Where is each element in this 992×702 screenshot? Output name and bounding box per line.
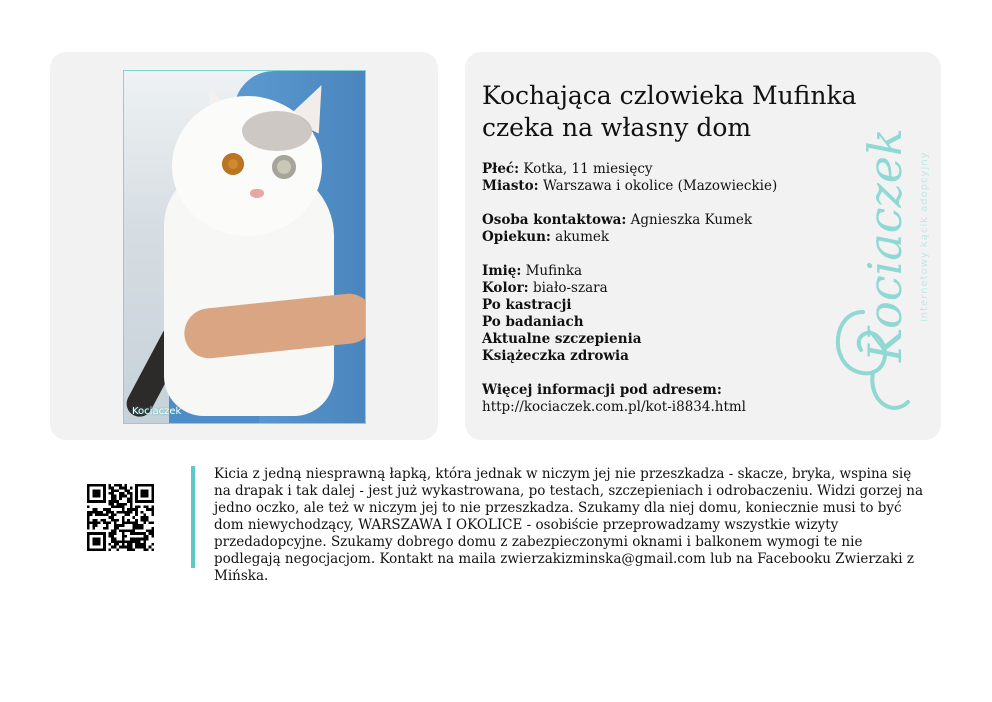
photo-watermark: Kociaczek [132, 406, 182, 417]
color-label: Kolor: [482, 280, 529, 296]
contact-value: Agnieszka Kumek [626, 212, 753, 228]
kociaczek-logo [823, 72, 933, 422]
sex-label: Płeć: [482, 161, 520, 177]
guardian-value: akumek [550, 229, 610, 245]
title-line-2: czeka na własny dom [482, 113, 752, 142]
contact-row [482, 212, 862, 229]
title-line-1: Kochająca czlowieka Mufinka [482, 81, 857, 110]
description-text: Kicia z jedną niesprawną łapką, która jednak w niczym jej nie przeszkadza - skacze, bryka, wspina się na drapak i tak dalej - jest już wykastrowana, po testach, szczepieniach i odrobaczeniu. Widzi gorzej na jedno oczko, ale też w niczym jej to nie przeszkadza. Szukamy dla niej domu, koniecznie musi to być dom niewychodzący, WARSZAWA I OKOLICE - osobiście przeprowadzamy wszystkie wizyty przedadopcyjne. Szukamy dobrego domu z zabezpieczonymi oknami i balkonem wymogi te nie podlegają negocjacjom. Kontakt na maila zwierzakizminska@gmail.com lub na Facebooku Zwierzaki z Mińska. [214, 466, 924, 584]
name-row [482, 263, 862, 280]
name-label: Imię: [482, 263, 522, 279]
city-label: Miasto: [482, 178, 539, 194]
cat-photo [123, 70, 366, 424]
more-info-label: Więcej informacji pod adresem: [482, 382, 722, 398]
logo-tagline: internetowy kącik adopcyjny [919, 151, 930, 322]
feature-item: Po kastracji [482, 297, 572, 313]
name-value: Mufinka [521, 263, 583, 279]
more-info-url[interactable]: http://kociaczek.com.pl/kot-i8834.html [482, 399, 746, 415]
feature-item: Aktualne szczepienia [482, 331, 642, 347]
feature-item: Książeczka zdrowia [482, 348, 629, 364]
accent-divider [191, 466, 195, 568]
guardian-label: Opiekun: [482, 229, 551, 245]
info-card [465, 52, 941, 440]
listing-details [482, 161, 862, 416]
qr-code[interactable] [87, 484, 154, 551]
logo-brand-text: Kociaczek [858, 128, 912, 362]
feature-item: Po badaniach [482, 314, 584, 330]
sex-row [482, 161, 862, 178]
listing-title [482, 80, 862, 144]
city-value: Warszawa i okolice (Mazowieckie) [538, 178, 778, 194]
guardian-row [482, 229, 862, 246]
color-row [482, 280, 862, 297]
sex-value: Kotka, 11 miesięcy [519, 161, 653, 177]
city-row [482, 178, 862, 195]
contact-label: Osoba kontaktowa: [482, 212, 627, 228]
photo-card [50, 52, 438, 440]
color-value: biało-szara [528, 280, 608, 296]
